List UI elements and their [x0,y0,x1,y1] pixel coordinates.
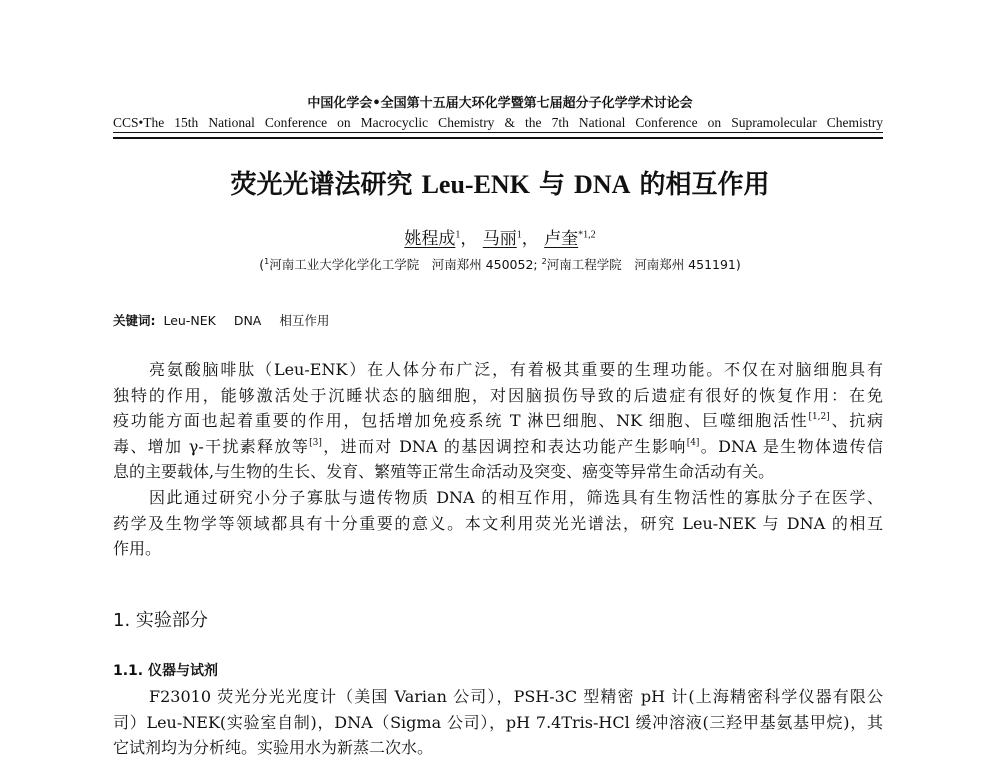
keywords [113,311,347,329]
author-affil-mark: *1,2 [578,229,596,241]
text-line: 息的主要载体,与生物的生长、发育、繁殖等正常生命活动及突变、癌变等异常生命活动有关。 [113,462,775,481]
text-run: 。DNA 是生物体遗传信 [699,436,883,456]
keyword: 相互作用 [279,313,330,328]
title-part: 与 [529,170,575,200]
title-part: 的相互作用 [630,170,770,200]
section-heading: 1. 实验部分 [113,610,208,631]
affiliation-2: 河南工程学院 河南郑州 451191) [546,257,741,272]
title-part: 荧光光谱法研究 [230,170,422,200]
keyword: DNA [233,313,262,328]
text-line: 司）Leu-NEK(实验室自制)，DNA（Sigma 公司），pH 7.4Tris-HCl 缓冲溶液(三羟甲基氨基甲烷)，其 [113,712,883,732]
intro-paragraph-1 [113,357,883,485]
author-name: 卢奎 [544,229,579,249]
author-name: 马丽 [482,229,517,249]
separator: ， [460,229,478,249]
keyword: Leu-NEK [163,313,216,328]
citation: [3] [309,437,322,448]
title-part: DNA [574,170,631,199]
separator: ， [521,229,539,249]
citation: [4] [686,437,700,448]
author-affil-mark: 1 [516,229,522,241]
affiliation-1: 河南工业大学化学化工学院 河南郑州 450052; [269,257,538,272]
citation: [1,2] [808,412,830,422]
author-name: 姚程成 [404,229,456,249]
text-line: F23010 荧光分光光度计（美国 Varian 公司），PSH-3C 型精密 pH 计(上海精密科学仪器有限公 [149,687,883,706]
affil-mark: 1 [264,256,270,266]
text-line: 它试剂均为分析纯。实验用水为新蒸二次水。 [113,738,434,757]
text-line: 亮氨酸脑啡肽（Leu-ENK）在人体分布广泛，有着极其重要的生理功能。不仅在对脑细胞具有 [149,360,883,379]
text-line: 独特的作用，能够激活处于沉睡状态的脑细胞，对因脑损伤导致的后遗症有很好的恢复作用：在免 [113,385,883,405]
subsection-heading: 1.1. 仪器与试剂 [113,663,218,679]
author-list [0,224,1000,249]
paper-title [0,164,1000,201]
affiliations [0,255,1000,273]
affil-mark: 2 [541,256,547,266]
text-line [113,434,883,460]
text-run: 毒、增加 γ-干扰素释放等 [113,436,310,456]
paren: ( [259,257,265,272]
text-line [113,408,883,434]
text-line: 作用。 [113,539,162,558]
conference-header-cn: 中国化学会•全国第十五届大环化学暨第七届超分子化学学术讨论会 [307,96,693,111]
instruments-paragraph [113,684,883,760]
text-run: ，进而对 DNA 的基因调控和表达功能产生影响 [321,436,687,456]
text-run: 、抗病 [829,411,883,430]
author-affil-mark: 1 [455,229,461,241]
conference-header-en: CCS•The 15th National Conference on Macrocyclic Chemistry & the 7th National Conference on Supramolecular Chemistry [113,115,883,133]
text-run: 疫功能方面也起着重要的作用，包括增加免疫系统 T 淋巴细胞、NK 细胞、巨噬细胞活性 [113,411,809,430]
text-line: 因此通过研究小分子寡肽与遗传物质 DNA 的相互作用，筛选具有生物活性的寡肽分子在医学、 [149,488,883,507]
text-line: 药学及生物学等领域都具有十分重要的意义。本文利用荧光光谱法，研究 Leu-NEK 与 DNA 的相互 [113,513,883,533]
header-rule [113,137,883,139]
keywords-label: 关键词: [113,313,156,328]
intro-paragraph-2 [113,485,883,562]
title-part: Leu-ENK [421,170,530,199]
